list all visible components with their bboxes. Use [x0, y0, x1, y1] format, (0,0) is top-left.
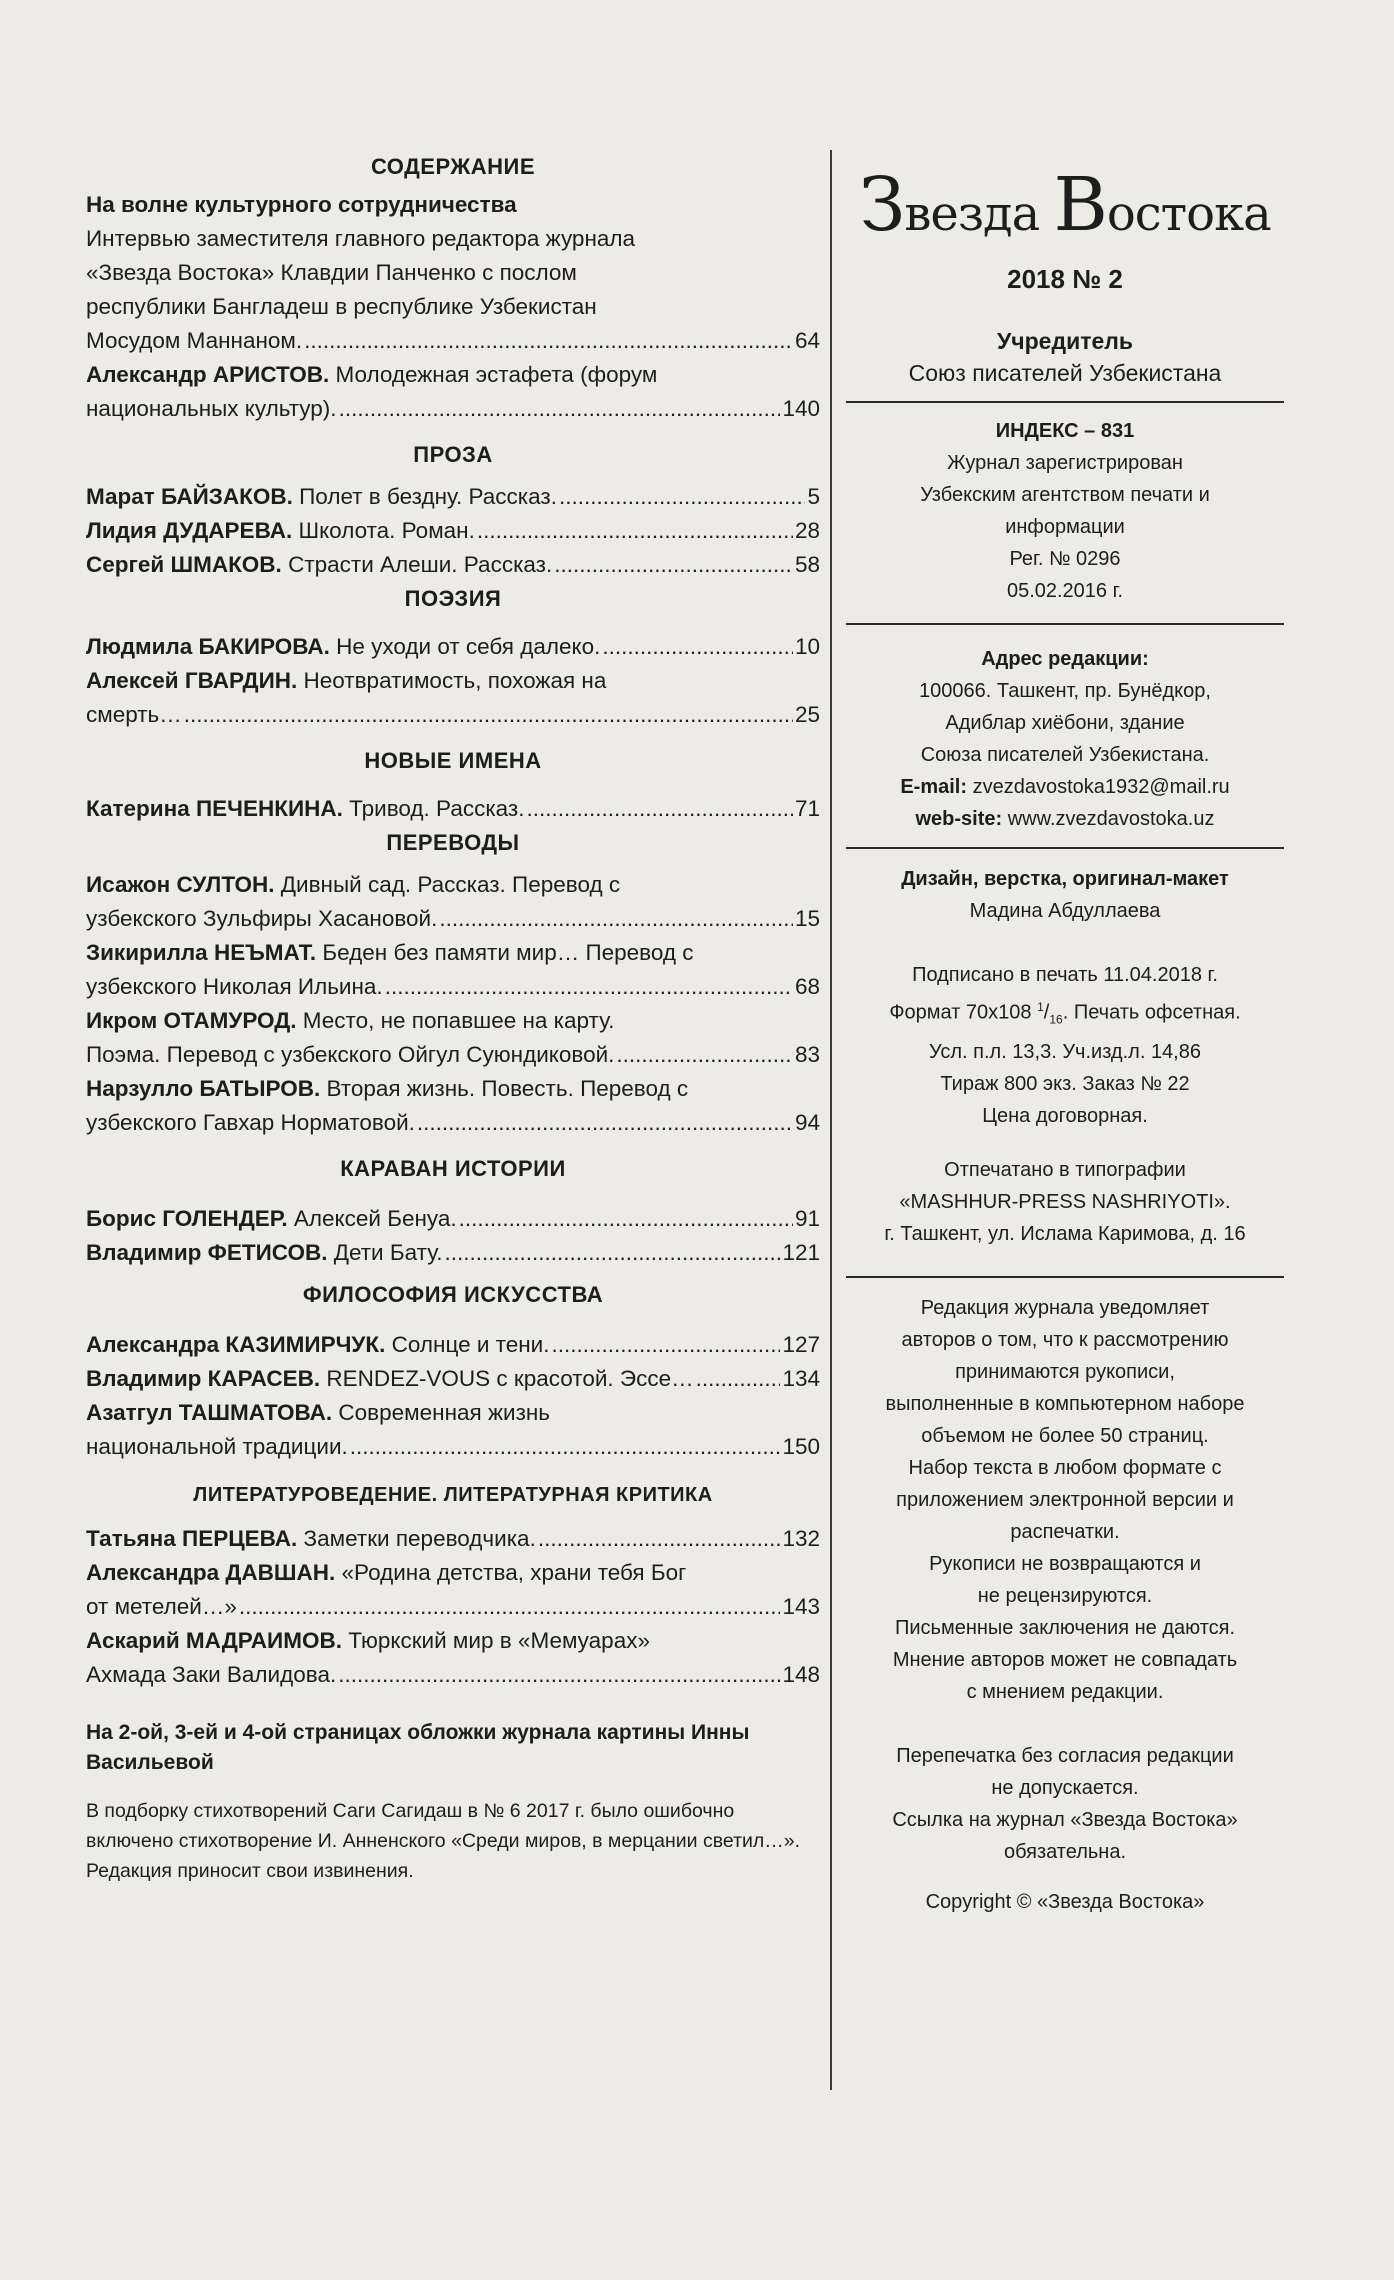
section-heading-caravan: КАРАВАН ИСТОРИИ [340, 1156, 566, 1181]
contents-title: СОДЕРЖАНИЕ [370, 154, 536, 179]
notice-line: выполненные в компьютерном наборе [885, 1392, 1245, 1415]
toc-entry[interactable]: Владимир ФЕТИСОВ. Дети Бату. ..... 121 [86, 1236, 820, 1270]
divider [846, 623, 1284, 625]
print-signed: Подписано в печать 11.04.2018 г. [912, 964, 1218, 986]
founder-label: Учредитель [996, 328, 1134, 354]
index: ИНДЕКС – 831 [995, 420, 1135, 442]
toc-entry[interactable]: Сергей ШМАКОВ. Страсти Алеши. Рассказ. ..... 58 [86, 548, 820, 582]
divider [846, 1276, 1284, 1278]
reprint-line: Ссылка на журнал «Звезда Востока» [892, 1808, 1238, 1831]
toc-entry[interactable]: Борис ГОЛЕНДЕР. Алексей Бенуа. ..... 91 [86, 1202, 820, 1236]
toc-entry-davshan[interactable]: Александра ДАВШАН. «Родина детства, храни тебя Бог [86, 1560, 687, 1585]
table-of-contents [86, 150, 820, 1886]
toc-entry-madraimov[interactable]: Аскарий МАДРАИМОВ. Тюркский мир в «Мемуарах» [86, 1628, 650, 1653]
notice-line: распечатки. [1010, 1520, 1120, 1543]
intro-line: «Звезда Востока» Клавдии Панченко с послом [86, 260, 577, 285]
printer-line: г. Ташкент, ул. Ислама Каримова, д. 16 [884, 1222, 1246, 1245]
column-divider [830, 150, 832, 2090]
reprint-line: не допускается. [991, 1776, 1139, 1799]
designer: Мадина Абдуллаева [969, 900, 1161, 922]
toc-entry[interactable]: Мосудом Маннаном. ..... 64 [86, 324, 820, 358]
toc-entry[interactable]: национальной традиции. ..... 150 [86, 1430, 820, 1464]
notice-line: Письменные заключения не даются. [894, 1616, 1236, 1639]
registration-line: 05.02.2016 г. [1006, 580, 1124, 602]
section-heading-poetry: ПОЭЗИЯ [404, 586, 502, 611]
registration-line: информации [1005, 516, 1125, 538]
toc-entry[interactable]: национальных культур). ..... 140 [86, 392, 820, 426]
divider [846, 847, 1284, 849]
toc-entry[interactable]: Ахмада Заки Валидова. ..... 148 [86, 1658, 820, 1692]
toc-entry-nemat[interactable]: Зикирилла НЕЪМАТ. Беден без памяти мир… Перевод с [86, 940, 694, 965]
address-line: Союза писателей Узбекистана. [920, 744, 1210, 766]
notice-line: объемом не более 50 страниц. [921, 1424, 1209, 1447]
section-heading-prose: ПРОЗА [413, 442, 493, 467]
page-number: 140 [782, 396, 820, 421]
notice-line: Мнение авторов может не совпадать [892, 1648, 1238, 1671]
notice-line: авторов о том, что к рассмотрению [901, 1328, 1229, 1351]
notice-line: Набор текста в любом формате с [908, 1456, 1222, 1479]
intro-line: республики Бангладеш в республике Узбекистан [86, 294, 597, 319]
printer-line: «MASHHUR-PRESS NASHRIYOTI». [899, 1190, 1231, 1213]
notice-line: не рецензируются. [977, 1584, 1153, 1607]
copyright: Copyright © «Звезда Востока» [925, 1890, 1205, 1913]
print-line: Усл. п.л. 13,3. Уч.изд.л. 14,86 [928, 1040, 1201, 1063]
address-line: 100066. Ташкент, пр. Бунёдкор, [919, 680, 1211, 702]
toc-entry-batyrov[interactable]: Нарзулло БАТЫРОВ. Вторая жизнь. Повесть. Перевод с [86, 1076, 689, 1101]
toc-entry[interactable]: Лидия ДУДАРЕВА. Школота. Роман. ..... 28 [86, 514, 820, 548]
print-line: Тираж 800 экз. Заказ № 22 [940, 1072, 1190, 1095]
toc-entry[interactable]: Катерина ПЕЧЕНКИНА. Тривод. Рассказ. ..... 71 [86, 792, 820, 826]
toc-entry-otamurod[interactable]: Икром ОТАМУРОД. Место, не попавшее на карту. [86, 1008, 615, 1033]
notice-line: Рукописи не возвращаются и [929, 1552, 1201, 1575]
toc-entry[interactable]: Владимир КАРАСЕВ. RENDEZ-VOUS с красотой. Эссе… ..... 134 [86, 1362, 820, 1396]
toc-entry[interactable]: Марат БАЙЗАКОВ. Полет в бездну. Рассказ. ..... 5 [86, 480, 820, 514]
divider [846, 401, 1284, 403]
toc-entry-gvardin[interactable]: Алексей ГВАРДИН. Неотвратимость, похожая на [86, 668, 607, 693]
section-heading-new-names: НОВЫЕ ИМЕНА [364, 748, 542, 773]
toc-entry[interactable]: смерть… ..... 25 [86, 698, 820, 732]
journal-logo: Звезда Востока [859, 162, 1271, 248]
email-line[interactable]: E-mail: zvezdavostoka1932@mail.ru [900, 776, 1230, 798]
toc-entry[interactable]: узбекского Николая Ильина. ..... 68 [86, 970, 820, 1004]
reprint-line: обязательна. [1003, 1840, 1127, 1863]
section-heading-literary-criticism: ЛИТЕРАТУРОВЕДЕНИЕ. ЛИТЕРАТУРНАЯ КРИТИКА [193, 1484, 713, 1506]
printer-line: Отпечатано в типографии [944, 1158, 1186, 1181]
notice-line: с мнением редакции. [966, 1680, 1164, 1703]
erratum-note: В подборку стихотворений Саги Сагидаш в № 6 2017 г. было ошибочно включено стихотворение И. Анненского «Среди миров, в мерцании светил…». Редакция приносит свои извинения. [86, 1800, 801, 1882]
registration-line: Журнал зарегистрирован [947, 452, 1183, 474]
issue-number: 2018 № 2 [1007, 264, 1123, 294]
intro-line: Интервью заместителя главного редактора журнала [86, 226, 636, 251]
address-label: Адрес редакции: [981, 648, 1149, 670]
toc-entry-sulton[interactable]: Исажон СУЛТОН. Дивный сад. Рассказ. Перевод с [86, 872, 621, 897]
print-line: Цена договорная. [982, 1104, 1148, 1127]
toc-entry[interactable]: Поэма. Перевод с узбекского Ойгул Суюндиковой. ..... 83 [86, 1038, 820, 1072]
toc-entry[interactable]: Людмила БАКИРОВА. Не уходи от себя далеко. ..... 10 [86, 630, 820, 664]
notice-line: Редакция журнала уведомляет [920, 1296, 1210, 1319]
print-format: Формат 70х108 $^1/_{16}$. Печать офсетная. [889, 1000, 1241, 1027]
page-number: 64 [794, 328, 820, 353]
registration-line: Узбекским агентством печати и [920, 484, 1210, 506]
address-line: Адиблар хиёбони, здание [945, 712, 1185, 734]
cover-art-note: На 2-ой, 3-ей и 4-ой страницах обложки журнала картины Инны Васильевой [86, 1721, 750, 1774]
toc-entry[interactable]: Татьяна ПЕРЦЕВА. Заметки переводчика. ..... 132 [86, 1522, 820, 1556]
reprint-line: Перепечатка без согласия редакции [896, 1744, 1234, 1767]
section-heading-philosophy: ФИЛОСОФИЯ ИСКУССТВА [302, 1282, 604, 1307]
intro-heading: На волне культурного сотрудничества [86, 192, 517, 217]
notice-line: принимаются рукописи, [955, 1360, 1175, 1383]
founder: Союз писателей Узбекистана [908, 360, 1222, 386]
toc-entry-aristov[interactable]: Александр АРИСТОВ. Молодежная эстафета (форум [86, 362, 658, 387]
website-line[interactable]: web-site: www.zvezdavostoka.uz [915, 808, 1215, 830]
toc-entry[interactable]: от метелей…» ..... 143 [86, 1590, 820, 1624]
toc-entry-tashmatova[interactable]: Азатгул ТАШМАТОВА. Современная жизнь [86, 1400, 551, 1425]
toc-entry[interactable]: узбекского Гавхар Норматовой. ..... 94 [86, 1106, 820, 1140]
toc-entry[interactable]: Александра КАЗИМИРЧУК. Солнце и тени. ..... 127 [86, 1328, 820, 1362]
toc-entry[interactable]: узбекского Зульфиры Хасановой. ..... 15 [86, 902, 820, 936]
design-label: Дизайн, верстка, оригинал-макет [901, 868, 1229, 890]
masthead [846, 150, 1284, 1918]
section-heading-translations: ПЕРЕВОДЫ [386, 830, 520, 855]
notice-line: приложением электронной версии и [896, 1488, 1234, 1511]
registration-line: Рег. № 0296 [1009, 548, 1121, 570]
